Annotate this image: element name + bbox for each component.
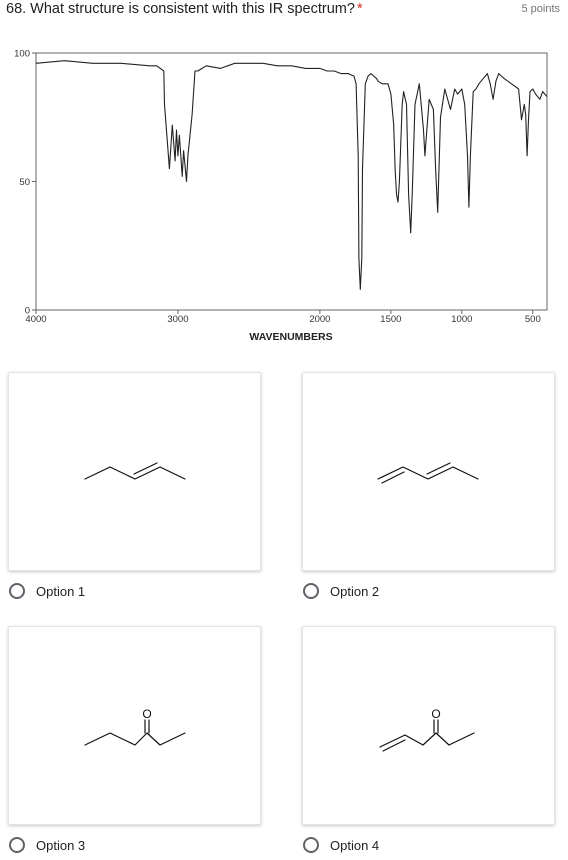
oxygen-atom-label: O xyxy=(431,707,441,721)
option-1-image-card[interactable] xyxy=(8,372,261,571)
x-tick-label: 1000 xyxy=(451,314,473,325)
structure-3-diagram xyxy=(9,627,260,824)
question-title xyxy=(6,1,363,17)
option-3-image-card[interactable] xyxy=(8,626,261,825)
spectrum-series xyxy=(36,61,547,290)
x-tick-label: 500 xyxy=(524,314,541,325)
option-4-image-card[interactable] xyxy=(302,626,555,825)
x-axis xyxy=(25,310,540,325)
points-label: 5 points xyxy=(521,3,560,15)
option-2-image-card[interactable] xyxy=(302,372,555,571)
double-bond-line xyxy=(382,472,404,483)
y-tick-label: 100 xyxy=(14,48,30,60)
ir-spectrum-chart xyxy=(0,40,568,350)
option-1-radio[interactable] xyxy=(9,583,25,599)
option-4-radio[interactable] xyxy=(303,837,319,853)
x-tick-label: 3000 xyxy=(167,314,189,325)
x-axis-title: WAVENUMBERS xyxy=(249,331,333,343)
option-3-radio[interactable] xyxy=(9,837,25,853)
double-bond-line xyxy=(427,463,450,474)
transmittance-line xyxy=(36,61,547,290)
question-text: 68. What structure is consistent with this IR spectrum? xyxy=(6,1,355,17)
structure-4-diagram xyxy=(303,627,554,824)
oxygen-atom-label: O xyxy=(142,707,152,721)
double-bond-line xyxy=(134,463,157,474)
option-1-label: Option 1 xyxy=(36,583,86,599)
y-axis xyxy=(14,49,36,317)
option-1-choice[interactable] xyxy=(9,580,85,602)
structure-1-diagram xyxy=(9,373,260,570)
x-tick-label: 4000 xyxy=(25,314,47,325)
option-3-choice[interactable] xyxy=(9,834,85,856)
option-4-label: Option 4 xyxy=(330,837,380,853)
option-2-choice[interactable] xyxy=(303,580,379,602)
x-tick-label: 1500 xyxy=(380,314,402,325)
option-2-label: Option 2 xyxy=(330,583,380,599)
option-2-radio[interactable] xyxy=(303,583,319,599)
x-tick-label: 2000 xyxy=(309,314,331,325)
option-3-label: Option 3 xyxy=(36,837,86,853)
option-4-choice[interactable] xyxy=(303,834,379,856)
y-tick-label: 0 xyxy=(24,305,30,317)
y-tick-label: 50 xyxy=(19,177,30,188)
required-asterisk: * xyxy=(356,1,363,17)
structure-2-diagram xyxy=(303,373,554,570)
plot-frame xyxy=(36,53,547,310)
bond-chain xyxy=(85,733,185,745)
double-bond-line xyxy=(383,740,405,751)
